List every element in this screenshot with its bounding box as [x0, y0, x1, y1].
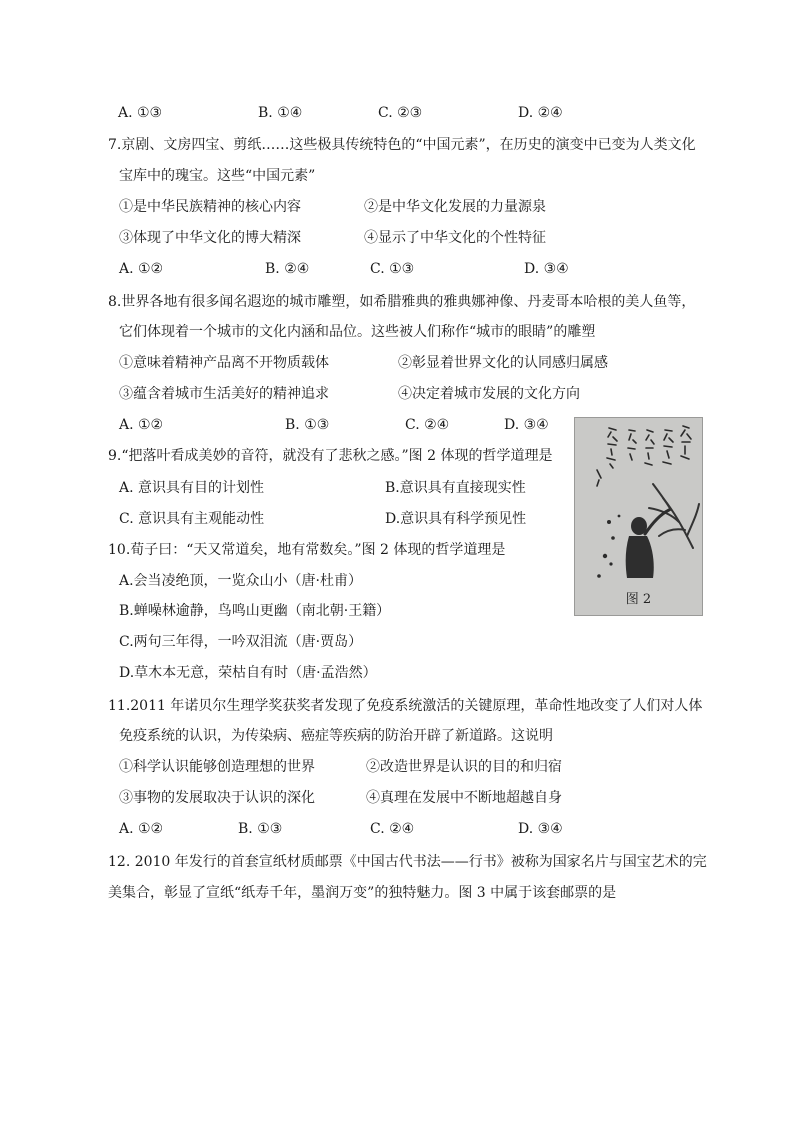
q9-option-b: B.意识具有直接现实性 [385, 480, 526, 496]
q9-stem: 9.“把落叶看成美妙的音符，就没有了悲秋之感。”图 2 体现的哲学道理是 [108, 448, 553, 464]
q10-stem: 10.荀子曰：“天又常道矣，地有常数矣。”图 2 体现的哲学道理是 [108, 542, 506, 558]
q8-statement-1: ①意味着精神产品离不开物质载体 [119, 355, 329, 371]
ink-painting-illustration [575, 418, 702, 615]
q8-statement-3: ③蕴含着城市生活美好的精神追求 [119, 386, 329, 402]
q10-option-c: C.两句三年得，一吟双泪流（唐·贾岛） [119, 634, 363, 650]
q8-stem-line2: 它们体现着一个城市的文化内涵和品位。这些被人们称作“城市的眼睛”的雕塑 [119, 324, 596, 340]
q11-statement-1: ①科学认识能够创造理想的世界 [119, 759, 315, 775]
q8-statement-4: ④决定着城市发展的文化方向 [398, 386, 580, 402]
q11-option-b: B. ①③ [238, 821, 283, 837]
q7-statement-3: ③体现了中华文化的博大精深 [119, 230, 301, 246]
q11-statement-3: ③事物的发展取决于认识的深化 [119, 790, 315, 806]
q10-option-a: A.会当凌绝顶，一览众山小（唐·杜甫） [119, 573, 363, 589]
q11-statement-4: ④真理在发展中不断地超越自身 [366, 790, 562, 806]
q10-option-d: D.草木本无意，荣枯自有时（唐·孟浩然） [119, 665, 377, 681]
q7-stem-line2: 宝库中的瑰宝。这些“中国元素” [119, 168, 316, 184]
q9-option-a: A. 意识具有目的计划性 [119, 480, 265, 496]
q12-stem-line2: 美集合，彰显了宣纸“纸寿千年，墨润万变”的独特魅力。图 3 中属于该套邮票的是 [108, 885, 617, 901]
q7-stem-line1: 7.京剧、文房四宝、剪纸……这些极具传统特色的“中国元素”，在历史的演变中已变为人类文化 [108, 137, 696, 153]
q11-option-a: A. ①② [119, 821, 164, 837]
q8-stem-line1: 8.世界各地有很多闻名遐迩的城市雕塑，如希腊雅典的雅典娜神像、丹麦哥本哈根的美人鱼等， [108, 294, 696, 310]
q8-option-b: B. ①③ [285, 417, 330, 433]
q11-statement-2: ②改造世界是认识的目的和归宿 [366, 759, 562, 775]
q7-statement-2: ②是中华文化发展的力量源泉 [364, 199, 546, 215]
q8-option-d: D. ③④ [504, 417, 549, 433]
q11-option-c: C. ②④ [370, 821, 415, 837]
q7-statement-4: ④显示了中华文化的个性特征 [364, 230, 546, 246]
option-c: C. ②③ [378, 105, 423, 121]
q7-option-b: B. ②④ [265, 261, 310, 277]
option-a: A. ①③ [118, 105, 163, 121]
q8-statement-2: ②彰显着世界文化的认同感归属感 [398, 355, 608, 371]
q8-option-a: A. ①② [119, 417, 164, 433]
option-d: D. ②④ [518, 105, 563, 121]
q9-option-c: C. 意识具有主观能动性 [119, 511, 265, 527]
figure-2-painting [574, 417, 703, 616]
q8-option-c: C. ②④ [405, 417, 450, 433]
q11-stem-line1: 11.2011 年诺贝尔生理学奖获奖者发现了免疫系统激活的关键原理，革命性地改变了人们对人体 [108, 698, 703, 714]
q12-stem-line1: 12. 2010 年发行的首套宣纸材质邮票《中国古代书法——行书》被称为国家名片与国宝艺术的完 [108, 854, 707, 870]
q7-option-c: C. ①③ [370, 261, 415, 277]
q10-option-b: B.蝉噪林逾静，鸟鸣山更幽（南北朝·王籍） [119, 603, 391, 619]
q7-option-a: A. ①② [119, 261, 164, 277]
figure-caption: 图 2 [625, 592, 652, 607]
q7-option-d: D. ③④ [524, 261, 569, 277]
q7-statement-1: ①是中华民族精神的核心内容 [119, 199, 301, 215]
option-b: B. ①④ [258, 105, 303, 121]
q11-stem-line2: 免疫系统的认识，为传染病、癌症等疾病的防治开辟了新道路。这说明 [119, 728, 553, 744]
q11-option-d: D. ③④ [518, 821, 563, 837]
q9-option-d: D.意识具有科学预见性 [385, 511, 527, 527]
